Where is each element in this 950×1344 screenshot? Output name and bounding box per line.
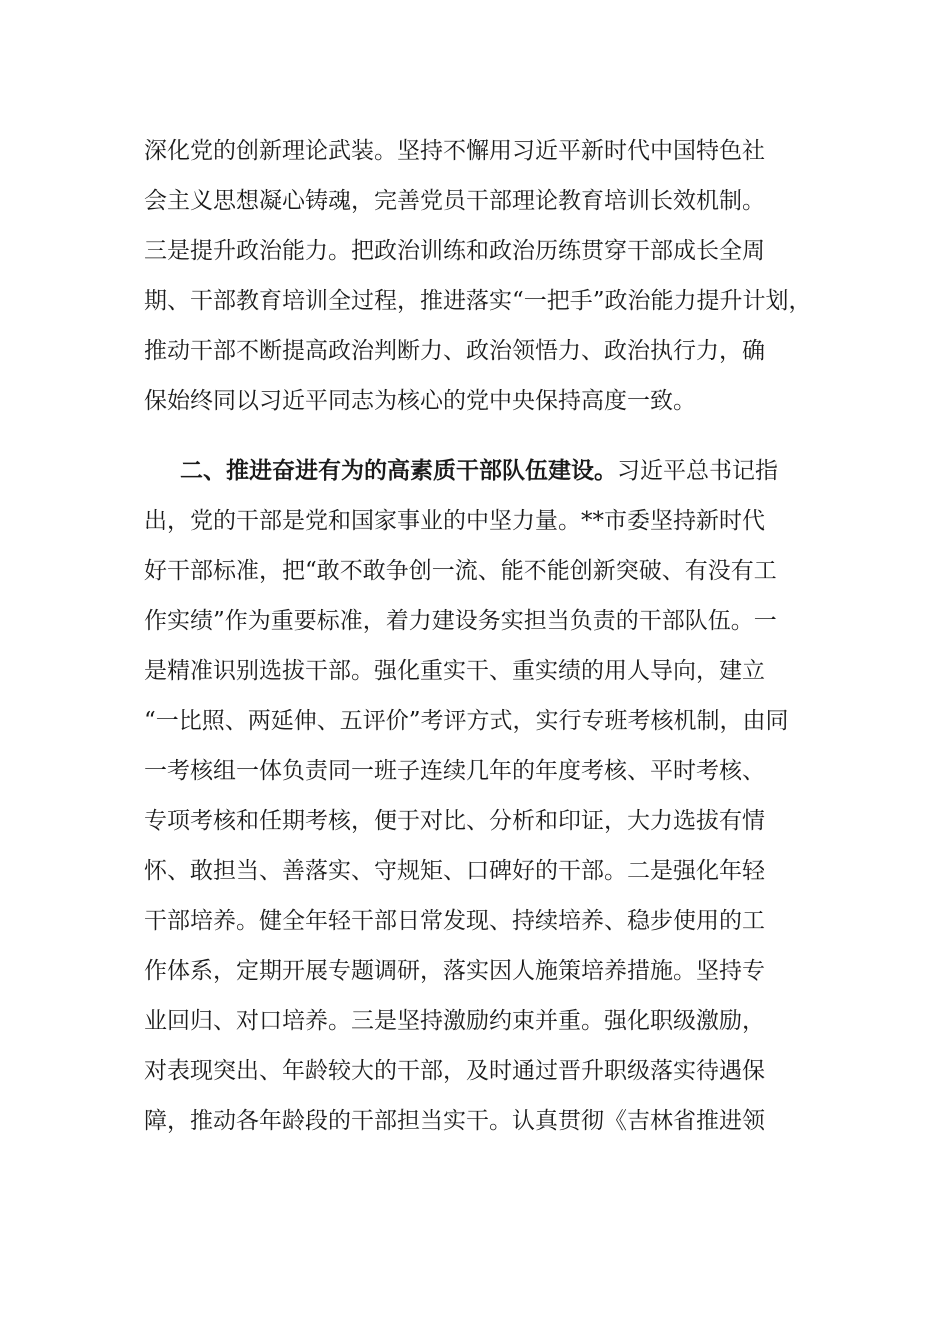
paragraph-line: 专项考核和任期考核，便于对比、分析和印证，大力选拔有情 [144, 808, 765, 834]
paragraph-line: 好干部标准，把“敢不敢争创一流、能不能创新突破、有没有工 [144, 558, 777, 584]
paragraph-line: 业回归、对口培养。三是坚持激励约束并重。强化职级激励， [144, 1008, 765, 1034]
section-heading: 二、推进奋进有为的高素质干部队伍建设。 [180, 457, 617, 484]
paragraph-line: 期、干部教育培训全过程，推进落实“一把手”政治能力提升计划， [144, 288, 812, 314]
paragraph-line: 三是提升政治能力。把政治训练和政治历练贯穿干部成长全周 [144, 238, 765, 264]
paragraph-line: 会主义思想凝心铸魂，完善党员干部理论教育培训长效机制。 [144, 188, 765, 214]
paragraph-line: 干部培养。健全年轻干部日常发现、持续培养、稳步使用的工 [144, 908, 765, 934]
paragraph-line: 深化党的创新理论武装。坚持不懈用习近平新时代中国特色社 [144, 138, 765, 164]
paragraph-line: 出，党的干部是党和国家事业的中坚力量。**市委坚持新时代 [144, 508, 765, 534]
paragraph-line: 是精准识别选拔干部。强化重实干、重实绩的用人导向，建立 [144, 658, 765, 684]
paragraph-line: 作体系，定期开展专题调研，落实因人施策培养措施。坚持专 [144, 958, 765, 984]
paragraph-line: 怀、敢担当、善落实、守规矩、口碑好的干部。二是强化年轻 [144, 858, 765, 884]
paragraph-line: 对表现突出、年龄较大的干部，及时通过晋升职级落实待遇保 [144, 1058, 765, 1084]
paragraph-line: 保始终同以习近平同志为核心的党中央保持高度一致。 [144, 388, 696, 414]
paragraph-line: 障，推动各年龄段的干部担当实干。认真贯彻《吉林省推进领 [144, 1108, 765, 1134]
section-first-line-text: 习近平总书记指 [617, 458, 778, 484]
paragraph-line: 一考核组一体负责同一班子连续几年的年度考核、平时考核、 [144, 758, 765, 784]
paragraph-line: “一比照、两延伸、五评价”考评方式，实行专班考核机制，由同 [144, 708, 789, 734]
paragraph-line: 推动干部不断提高政治判断力、政治领悟力、政治执行力，确 [144, 338, 765, 364]
paragraph-line: 作实绩”作为重要标准，着力建设务实担当负责的干部队伍。一 [144, 608, 777, 634]
section-heading-line [180, 456, 778, 486]
